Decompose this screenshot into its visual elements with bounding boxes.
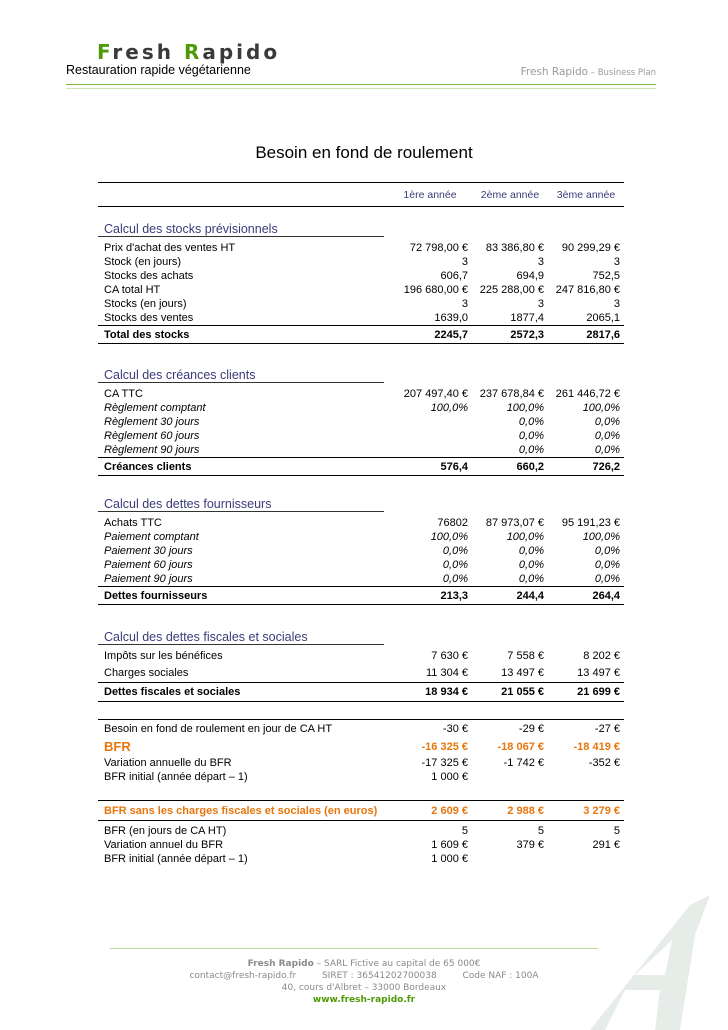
cell-value: 225 288,00 €	[479, 284, 544, 296]
cell-value: 100,0%	[582, 531, 620, 543]
row-label: Stocks (en jours)	[104, 298, 187, 310]
cell-value: 244,4	[472, 587, 548, 605]
table-row	[98, 544, 624, 558]
row-label: Stocks des ventes	[104, 312, 194, 324]
cell-value: 100,0%	[430, 402, 468, 414]
cell-value: 13 497 €	[577, 667, 620, 679]
logo-word-apido: apido	[202, 40, 281, 64]
cell-value: 100,0%	[506, 531, 544, 543]
cell-value: 1639,0	[434, 312, 468, 324]
table-row	[98, 647, 624, 664]
cell-value: 7 630 €	[431, 649, 468, 662]
cell-value: 21 055 €	[472, 683, 548, 702]
cell-value: 90 299,29 €	[561, 242, 620, 254]
row-label: Stocks des achats	[104, 270, 194, 282]
row-label: Paiement 30 jours	[104, 545, 193, 557]
table-row	[98, 821, 624, 839]
table-row	[98, 664, 624, 683]
cell-value: -1 742 €	[503, 757, 544, 769]
row-label: Paiement 90 jours	[104, 573, 193, 585]
table-row	[98, 311, 624, 326]
cell-value	[548, 770, 624, 784]
table-row	[98, 516, 624, 530]
header-separator: –	[588, 68, 598, 78]
table-row	[98, 297, 624, 311]
cell-value: -18 067 €	[497, 740, 544, 753]
cell-value: 21 699 €	[548, 683, 624, 702]
table-row	[98, 415, 624, 429]
cell-value: 1 609 €	[431, 839, 468, 851]
company-logo	[97, 40, 280, 64]
table-row	[98, 720, 624, 738]
cell-value: 3	[613, 256, 620, 268]
column-year-2: 2ème année	[472, 183, 548, 207]
cell-value: -29 €	[472, 720, 548, 738]
cell-value: 87 973,07 €	[485, 517, 544, 529]
row-label: Créances clients	[98, 458, 388, 476]
cell-value: 3 279 €	[548, 801, 624, 821]
cell-value: 1 000 €	[431, 853, 468, 865]
row-label: BFR	[104, 739, 131, 754]
header-doc-label	[521, 66, 656, 78]
cell-value: -30 €	[388, 720, 472, 738]
cell-value: 8 202 €	[583, 649, 620, 662]
row-label: Règlement 30 jours	[104, 416, 200, 428]
row-label: Achats TTC	[104, 517, 162, 529]
cell-value: 18 934 €	[388, 683, 472, 702]
table-row	[98, 530, 624, 544]
row-label: Variation annuelle du BFR	[104, 757, 232, 769]
cell-value: -18 419 €	[573, 740, 620, 753]
row-label: Variation annuel du BFR	[104, 839, 224, 851]
row-label: BFR initial (année départ – 1)	[104, 853, 248, 865]
cell-value: 3	[613, 298, 620, 310]
cell-value: 0,0%	[594, 430, 620, 442]
bfr-row	[98, 737, 624, 756]
cell-value: 0,0%	[594, 444, 620, 456]
cell-value: 2 988 €	[472, 801, 548, 821]
total-row-dettes	[98, 587, 624, 605]
cell-value: 379 €	[516, 839, 544, 851]
creances-table	[98, 387, 624, 476]
cell-value: 3	[461, 298, 468, 310]
footer-legal: – SARL Fictive au capital de 65 000€	[313, 959, 481, 969]
total-row-creances	[98, 458, 624, 476]
row-label: Stock (en jours)	[104, 256, 182, 268]
table-row	[98, 838, 624, 852]
cell-value: 3	[537, 256, 544, 268]
cell-value: 83 386,80 €	[485, 242, 544, 254]
cell-value: 0,0%	[594, 573, 620, 585]
cell-value: 726,2	[548, 458, 624, 476]
cell-value	[388, 415, 472, 429]
cell-value: 196 680,00 €	[403, 284, 468, 296]
cell-value: 207 497,40 €	[403, 388, 468, 400]
cell-value: 0,0%	[594, 545, 620, 557]
cell-value: 100,0%	[582, 402, 620, 414]
footer-naf: Code NAF : 100A	[462, 971, 539, 981]
cell-value: 2065,1	[586, 312, 620, 324]
cell-value: 3	[537, 298, 544, 310]
cell-value: 752,5	[592, 270, 620, 282]
table-row	[98, 401, 624, 415]
table-row	[98, 429, 624, 443]
table-row	[98, 756, 624, 770]
cell-value: 13 497 €	[501, 667, 544, 679]
footer-line-1	[0, 958, 728, 970]
header-divider-light	[66, 88, 656, 89]
cell-value: 100,0%	[506, 402, 544, 414]
row-label: Impôts sur les bénéfices	[104, 649, 223, 662]
cell-value: 0,0%	[518, 559, 544, 571]
cell-value: 100,0%	[430, 531, 468, 543]
table-row	[98, 770, 624, 784]
table-row	[98, 241, 624, 255]
table-row	[98, 387, 624, 401]
cell-value: 11 304 €	[425, 667, 468, 679]
cell-value: 0,0%	[518, 545, 544, 557]
cell-value: 213,3	[388, 587, 472, 605]
row-label: Règlement comptant	[104, 402, 206, 414]
logo-letter-r: R	[183, 40, 203, 64]
footer-line-2	[0, 970, 728, 982]
cell-value: 95 191,23 €	[561, 517, 620, 529]
cell-value: 5	[461, 825, 468, 837]
cell-value: 1 000 €	[431, 771, 468, 783]
table-row	[98, 283, 624, 297]
cell-value: -16 325 €	[421, 740, 468, 753]
row-label: BFR initial (année départ – 1)	[104, 771, 248, 783]
row-label: CA total HT	[104, 284, 161, 296]
footer-address: 40, cours d'Albret – 33000 Bordeaux	[281, 983, 447, 993]
cell-value: 261 446,72 €	[555, 388, 620, 400]
section-heading-stocks: Calcul des stocks prévisionnels	[98, 222, 384, 237]
table-row	[98, 572, 624, 587]
cell-value: 2572,3	[472, 326, 548, 344]
cell-value: 0,0%	[518, 444, 544, 456]
cell-value	[388, 443, 472, 458]
total-row-stocks	[98, 326, 624, 344]
column-year-3: 3ème année	[548, 183, 624, 207]
table-row	[98, 443, 624, 458]
cell-value: 0,0%	[594, 416, 620, 428]
cell-value: 0,0%	[442, 573, 468, 585]
cell-value: 0,0%	[518, 573, 544, 585]
row-label: Dettes fiscales et sociales	[98, 683, 388, 702]
footer-email[interactable]: contact@fresh-rapido.fr	[189, 971, 297, 981]
bfr-sans-charges-row	[98, 801, 624, 821]
cell-value: 5	[613, 825, 620, 837]
row-label: Charges sociales	[104, 667, 189, 679]
cell-value	[548, 852, 624, 866]
table-row	[98, 255, 624, 269]
row-label: Paiement comptant	[104, 531, 199, 543]
cell-value: 0,0%	[594, 559, 620, 571]
bfr-sans-charges-table	[98, 800, 624, 866]
table-row	[98, 558, 624, 572]
row-label: Dettes fournisseurs	[98, 587, 388, 605]
column-header-blank	[98, 183, 388, 207]
cell-value: -17 325 €	[421, 757, 468, 769]
cell-value: 576,4	[388, 458, 472, 476]
cell-value	[472, 852, 548, 866]
row-label: Paiement 60 jours	[104, 559, 193, 571]
page-title: Besoin en fond de roulement	[255, 143, 473, 162]
row-label: Règlement 90 jours	[104, 444, 200, 456]
logo-word-resh: resh	[112, 40, 184, 64]
column-header-table	[98, 182, 624, 207]
cell-value: 0,0%	[518, 416, 544, 428]
cell-value: -27 €	[548, 720, 624, 738]
total-row-fiscales	[98, 683, 624, 702]
footer-website-link[interactable]: www.fresh-rapido.fr	[312, 995, 416, 1005]
row-label: BFR sans les charges fiscales et sociales (en euros)	[98, 801, 388, 821]
cell-value: 3	[461, 256, 468, 268]
cell-value: 237 678,84 €	[479, 388, 544, 400]
header-divider	[66, 84, 656, 85]
logo-letter-f: F	[97, 40, 113, 64]
cell-value: -352 €	[588, 757, 620, 769]
cell-value: 694,9	[516, 270, 544, 282]
cell-value: 0,0%	[442, 559, 468, 571]
table-row	[98, 852, 624, 866]
cell-value: 76802	[437, 517, 468, 529]
row-label: CA TTC	[104, 388, 143, 400]
row-label: Besoin en fond de roulement en jour de CA HT	[98, 720, 388, 738]
cell-value: 247 816,80 €	[555, 284, 620, 296]
cell-value: 2817,6	[548, 326, 624, 344]
row-label: Total des stocks	[98, 326, 388, 344]
footer-brand: Fresh Rapido	[247, 959, 314, 969]
footer-divider	[110, 948, 598, 949]
cell-value: 2 609 €	[388, 801, 472, 821]
cell-value: 2245,7	[388, 326, 472, 344]
cell-value: 5	[537, 825, 544, 837]
header-doc-type: Business Plan	[597, 68, 656, 78]
footer-siret: SIRET : 36541202700038	[321, 971, 437, 981]
cell-value	[388, 429, 472, 443]
cell-value	[472, 770, 548, 784]
cell-value: 72 798,00 €	[409, 242, 468, 254]
cell-value: 1877,4	[510, 312, 544, 324]
stocks-table	[98, 241, 624, 344]
cell-value: 264,4	[548, 587, 624, 605]
section-heading-creances: Calcul des créances clients	[98, 368, 384, 383]
footer	[0, 958, 728, 1006]
row-label: Règlement 60 jours	[104, 430, 200, 442]
cell-value: 0,0%	[518, 430, 544, 442]
table-row	[98, 269, 624, 283]
column-year-1: 1ère année	[388, 183, 472, 207]
section-heading-fiscales: Calcul des dettes fiscales et sociales	[98, 630, 384, 645]
bfr-table	[98, 719, 624, 784]
section-heading-dettes: Calcul des dettes fournisseurs	[98, 497, 384, 512]
dettes-table	[98, 516, 624, 605]
cell-value: 660,2	[472, 458, 548, 476]
cell-value: 7 558 €	[507, 649, 544, 662]
row-label: Prix d'achat des ventes HT	[104, 242, 236, 254]
cell-value: 606,7	[440, 270, 468, 282]
fiscales-table	[98, 647, 624, 702]
row-label: BFR (en jours de CA HT)	[104, 825, 227, 837]
company-tagline: Restauration rapide végétarienne	[66, 63, 251, 77]
header-brand: Fresh Rapido	[520, 66, 589, 78]
cell-value: 291 €	[592, 839, 620, 851]
cell-value: 0,0%	[442, 545, 468, 557]
